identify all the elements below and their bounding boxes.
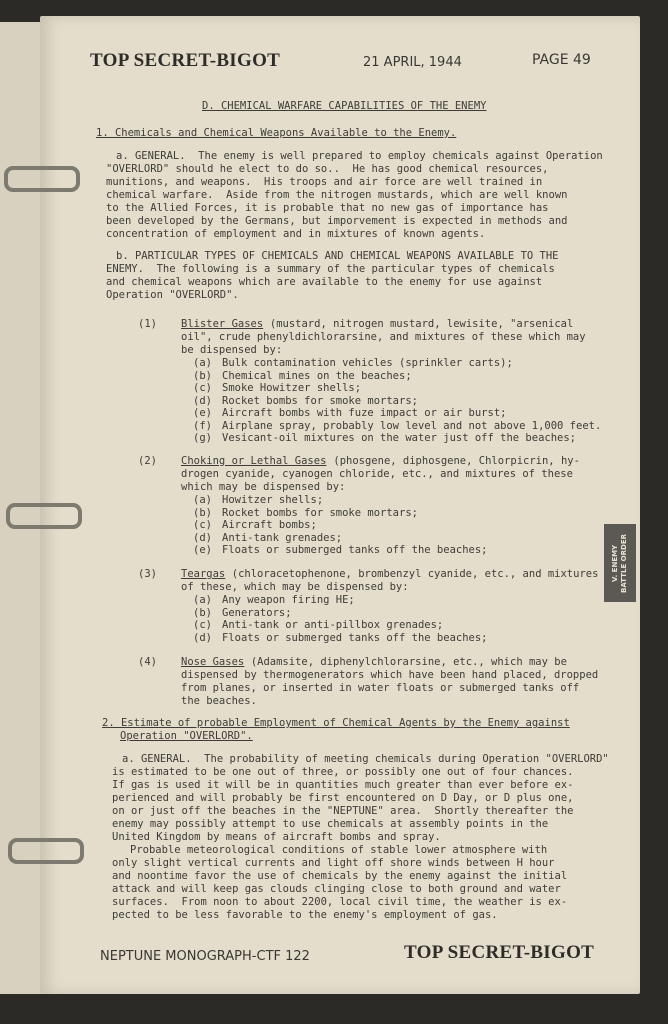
paragraph-line: "OVERLORD" should he elect to do so.. He has good chemical resources, bbox=[106, 163, 549, 175]
item1-heading: 1. Chemicals and Chemical Weapons Available to the Enemy. bbox=[96, 127, 457, 139]
header-date: 21 APRIL, 1944 bbox=[363, 55, 462, 70]
binder-ring-bottom bbox=[8, 838, 84, 864]
paragraph-line: b. PARTICULAR TYPES OF CHEMICALS AND CHEMICAL WEAPONS AVAILABLE TO THE bbox=[116, 250, 559, 262]
list-item-letter: (e) bbox=[193, 407, 212, 419]
list-item: Floats or submerged tanks off the beaches; bbox=[222, 631, 488, 644]
paragraph-line: attack and will keep gas clouds clinging close to both ground and water bbox=[112, 883, 561, 895]
group-title: Blister Gases bbox=[181, 318, 264, 330]
list-item: Floats or submerged tanks off the beaches; bbox=[222, 544, 488, 556]
paragraph-line: perienced and will probably be first encountered on D Day, or D plus one, bbox=[112, 792, 574, 804]
list-item-letter: (f) bbox=[193, 419, 212, 432]
paragraph-line: Operation "OVERLORD". bbox=[106, 289, 239, 301]
list-item-letter: (d) bbox=[193, 531, 212, 544]
list-item: Rocket bombs for smoke mortars; bbox=[222, 394, 418, 407]
group-description: the beaches. bbox=[181, 695, 257, 707]
paragraph-line: and chemical weapons which are available to the enemy for use against bbox=[106, 276, 543, 288]
list-item-letter: (a) bbox=[193, 494, 212, 506]
list-item: Chemical mines on the beaches; bbox=[222, 369, 412, 382]
group-title: Nose Gases bbox=[181, 656, 245, 668]
list-item-letter: (b) bbox=[193, 506, 212, 519]
list-item: Generators; bbox=[222, 606, 292, 619]
paragraph-line: on or just off the beaches in the "NEPTUNE" area. Shortly thereafter the bbox=[112, 805, 574, 817]
section-tab-label: V. ENEMY BATTLE ORDER bbox=[611, 533, 628, 593]
paragraph-line: been developed by the Germans, but imporvement is expected in methods and bbox=[106, 215, 568, 227]
group-description: (mustard, nitrogen mustard, lewisite, "arsenical bbox=[263, 318, 574, 330]
binder-ring-middle bbox=[6, 503, 82, 529]
paragraph-line: chemical warfare. Aside from the nitrogen mustards, which are well known bbox=[106, 189, 568, 201]
section-title: D. CHEMICAL WARFARE CAPABILITIES OF THE ENEMY bbox=[202, 100, 487, 112]
paragraph-line: a. GENERAL. The enemy is well prepared to employ chemicals against Operation bbox=[116, 150, 603, 162]
section-tab[interactable] bbox=[604, 524, 636, 602]
heading-line: 2. Estimate of probable Employment of Chemical Agents by the Enemy against bbox=[102, 717, 570, 729]
list-item-letter: (c) bbox=[193, 382, 212, 394]
list-item-letter: (c) bbox=[193, 519, 212, 531]
group-description: of these, which may be dispensed by: bbox=[181, 581, 409, 593]
paragraph-line: is estimated to be one out of three, or possibly one out of four chances. bbox=[112, 766, 574, 778]
list-item: Bulk contamination vehicles (sprinkler carts); bbox=[222, 357, 513, 369]
paragraph-line: concentration of employment and in mixtures of known agents. bbox=[106, 228, 486, 240]
footer-monograph: NEPTUNE MONOGRAPH-CTF 122 bbox=[100, 949, 310, 964]
list-item-letter: (b) bbox=[193, 606, 212, 619]
group-title: Choking or Lethal Gases bbox=[181, 455, 327, 467]
list-item: Anti-tank grenades; bbox=[222, 531, 343, 544]
list-item: Smoke Howitzer shells; bbox=[222, 382, 362, 394]
paragraph-line: pected to be less favorable to the enemy's employment of gas. bbox=[112, 909, 498, 921]
paragraph-line: ENEMY. The following is a summary of the particular types of chemicals bbox=[106, 263, 555, 275]
group-description: drogen cyanide, cyanogen chloride, etc., and mixtures of these bbox=[181, 468, 573, 480]
paragraph-line: only slight vertical currents and light off shore winds between H hour bbox=[112, 857, 555, 869]
footer-classification: TOP SECRET-BIGOT bbox=[404, 942, 595, 963]
group-description: (Adamsite, diphenylchlorarsine, etc., which may be bbox=[244, 656, 567, 668]
list-item-letter: (d) bbox=[193, 394, 212, 407]
group-description: (phosgene, diphosgene, Chlorpicrin, hy- bbox=[327, 455, 580, 467]
list-item: Vesicant-oil mixtures on the water just off the beaches; bbox=[222, 432, 577, 444]
list-item: Anti-tank or anti-pillbox grenades; bbox=[222, 619, 444, 631]
paragraph-line: United Kingdom by means of aircraft bombs and spray. bbox=[112, 831, 441, 843]
group-title: Teargas bbox=[181, 568, 226, 580]
group-description: which may be dispensed by: bbox=[181, 481, 346, 493]
header-classification: TOP SECRET-BIGOT bbox=[90, 50, 281, 71]
list-item-letter: (g) bbox=[193, 432, 212, 444]
list-item: Aircraft bombs with fuze impact or air burst; bbox=[222, 407, 507, 419]
paragraph-line: and noontime favor the use of chemicals by the enemy against the initial bbox=[112, 870, 568, 882]
group-description: oil", crude phenyldichlorarsine, and mixtures of these which may bbox=[181, 331, 586, 343]
list-item: Rocket bombs for smoke mortars; bbox=[222, 506, 418, 519]
group-number: (4) bbox=[138, 656, 157, 668]
paragraph-line: If gas is used it will be in quantities much greater than ever before ex- bbox=[112, 779, 574, 791]
group-number: (3) bbox=[138, 568, 157, 580]
list-item-letter: (c) bbox=[193, 619, 212, 631]
paragraph-line: Probable meteorological conditions of stable lower atmosphere with bbox=[130, 844, 548, 856]
list-item: Howitzer shells; bbox=[222, 494, 324, 506]
list-item: Any weapon firing HE; bbox=[222, 594, 355, 606]
binder-ring-top bbox=[4, 166, 80, 192]
paragraph-line: enemy may possibly attempt to use chemicals at assembly points in the bbox=[112, 818, 549, 830]
header-page-number: PAGE 49 bbox=[532, 52, 591, 68]
group-number: (2) bbox=[138, 455, 157, 467]
paragraph-line: munitions, and weapons. His troops and air force are well trained in bbox=[106, 176, 543, 188]
list-item: Airplane spray, probably low level and not above 1,000 feet. bbox=[222, 419, 602, 432]
list-item: Aircraft bombs; bbox=[222, 519, 317, 531]
paragraph-line: surfaces. From noon to about 2200, local civil time, the weather is ex- bbox=[112, 896, 568, 908]
heading-line: Operation "OVERLORD". bbox=[120, 730, 253, 742]
paragraph-line: to the Allied Forces, it is probable that no new gas of importance has bbox=[106, 202, 549, 214]
group-description: (chloracetophenone, brombenzyl cyanide, etc., and mixtures bbox=[225, 568, 599, 580]
group-number: (1) bbox=[138, 318, 157, 330]
list-item-letter: (d) bbox=[193, 631, 212, 644]
group-description: from planes, or inserted in water floats or submerged tanks off bbox=[181, 682, 580, 694]
list-item-letter: (b) bbox=[193, 369, 212, 382]
paragraph-line: a. GENERAL. The probability of meeting chemicals during Operation "OVERLORD" bbox=[122, 753, 609, 765]
list-item-letter: (a) bbox=[193, 357, 212, 369]
group-description: be dispensed by: bbox=[181, 344, 283, 356]
list-item-letter: (a) bbox=[193, 594, 212, 606]
group-description: dispensed by thermogenerators which have been hand placed, dropped bbox=[181, 669, 599, 681]
list-item-letter: (e) bbox=[193, 544, 212, 556]
